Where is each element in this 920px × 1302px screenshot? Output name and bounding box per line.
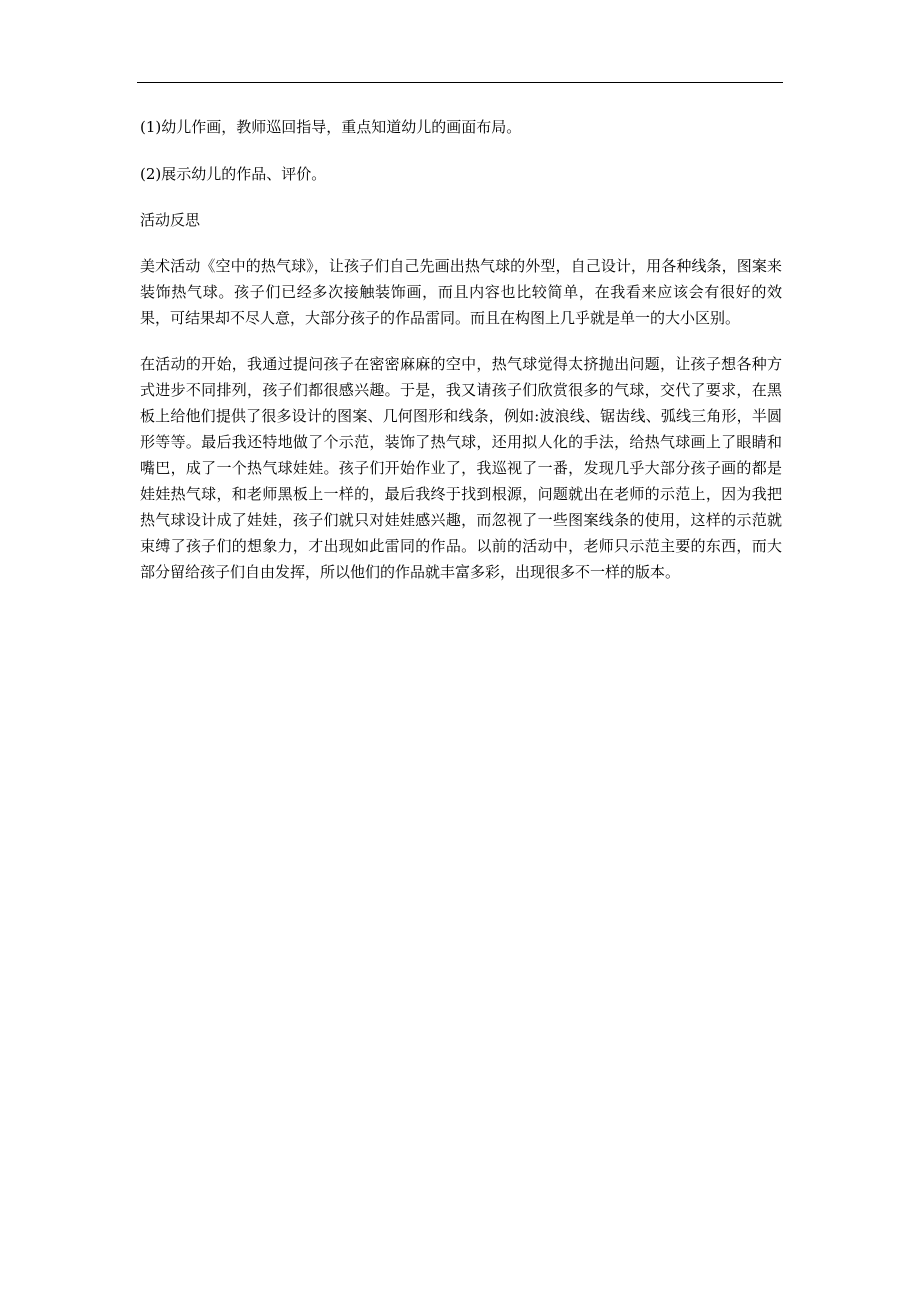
reflection-paragraph-1: 美术活动《空中的热气球》，让孩子们自己先画出热气球的外型，自己设计，用各种线条，图案来装饰热气球。孩子们已经多次接触装饰画，而且内容也比较简单，在我看来应该会有很好的效果，可结果却不尽人意，大部分孩子的作品雷同。而且在构图上几乎就是单一的大小区别。 (140, 257, 782, 327)
header-rule (137, 82, 783, 83)
step-1-paragraph: (1)幼儿作画，教师巡回指导，重点知道幼儿的画面布局。 (140, 118, 522, 136)
reflection-paragraph-2: 在活动的开始，我通过提问孩子在密密麻麻的空中，热气球觉得太挤抛出问题，让孩子想各种方式进步不同排列，孩子们都很感兴趣。于是，我又请孩子们欣赏很多的气球，交代了要求，在黑板上给他们提供了很多设计的图案、几何图形和线条，例如:波浪线、锯齿线、弧线三角形，半圆形等等。最后我还特地做了个示范，装饰了热气球，还用拟人化的手法，给热气球画上了眼睛和嘴巴，成了一个热气球娃娃。孩子们开始作业了，我巡视了一番，发现几乎大部分孩子画的都是娃娃热气球，和老师黑板上一样的，最后我终于找到根源，问题就出在老师的示范上，因为我把热气球设计成了娃娃，孩子们就只对娃娃感兴趣，而忽视了一些图案线条的使用，这样的示范就束缚了孩子们的想象力，才出现如此雷同的作品。以前的活动中，老师只示范主要的东西，而大部分留给孩子们自由发挥，所以他们的作品就丰富多彩，出现很多不一样的版本。 (140, 355, 782, 581)
step-2-paragraph: (2)展示幼儿的作品、评价。 (140, 165, 327, 183)
document-body (140, 110, 782, 585)
section-heading: 活动反思 (140, 211, 201, 229)
